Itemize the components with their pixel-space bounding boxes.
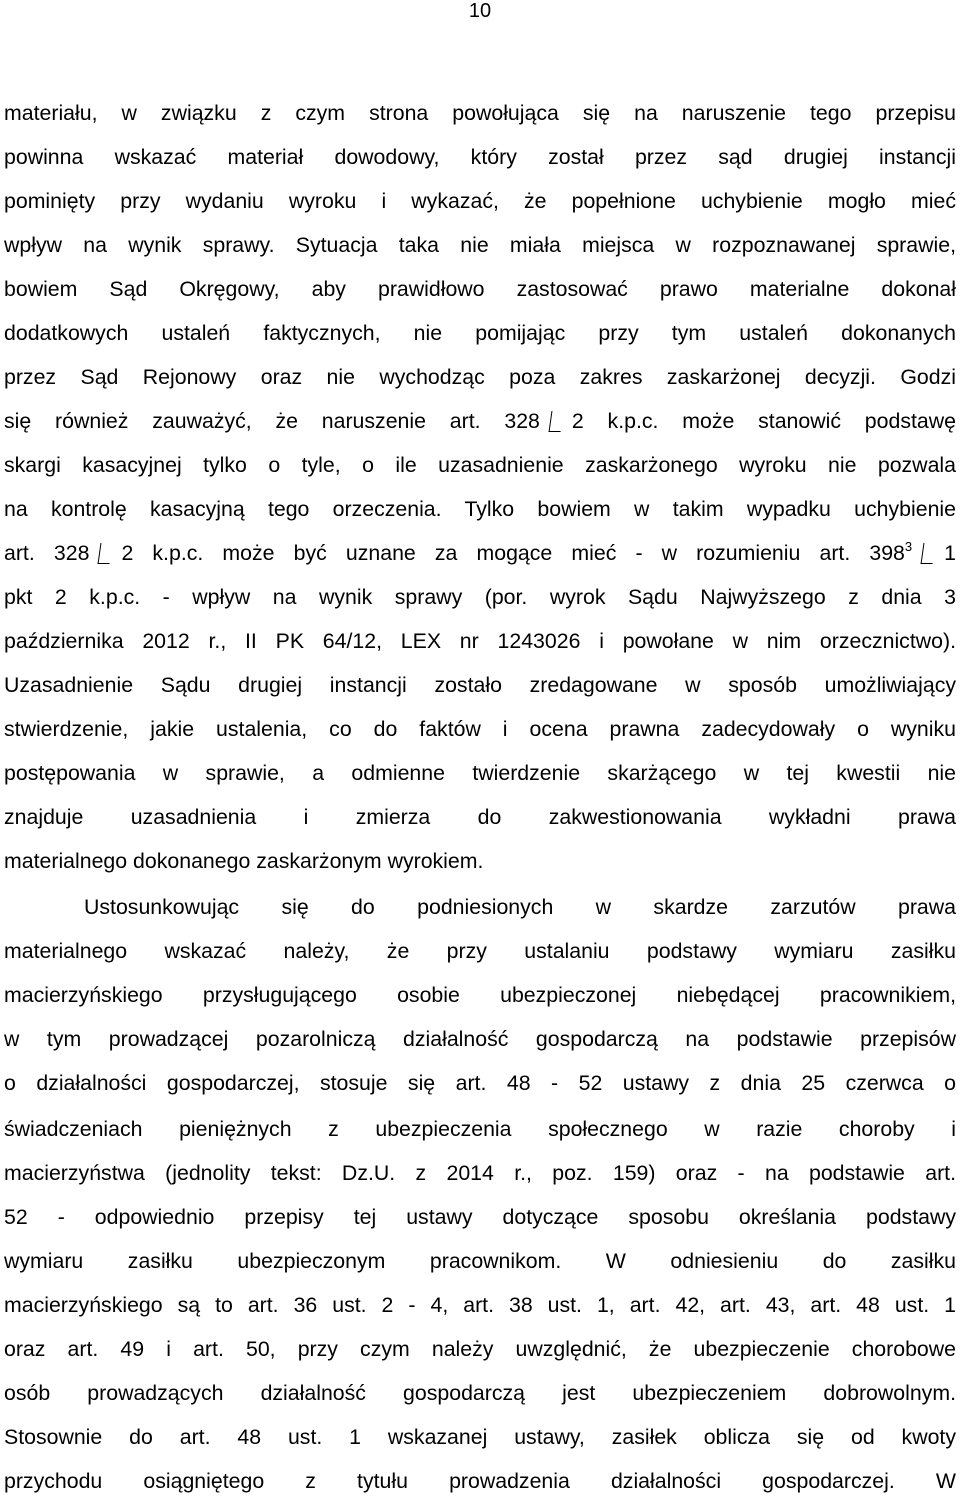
text-line: macierzyńskiego przysługującego osobie ubezpieczonej niebędącej pracownikiem, (4, 983, 956, 1007)
text-segment: 2 k.p.c. może być uznane za mogące mieć - w rozumieniu art. 398 (121, 541, 905, 565)
text-line: 52 - odpowiednio przepisy tej ustawy dotyczące sposobu określania podstawy (4, 1205, 956, 1229)
text-line: stwierdzenie, jakie ustalenia, co do faktów i ocena prawna zadecydowały o wyniku (4, 717, 956, 741)
text-segment: 2 k.p.c. może stanowić podstawę (571, 409, 956, 433)
text-line (4, 406, 956, 436)
text-line: wymiaru zasiłku ubezpieczonym pracownikom. W odniesieniu do zasiłku (4, 1249, 956, 1273)
text-line: skargi kasacyjnej tylko o tyle, o ile uzasadnienie zaskarżonego wyroku nie pozwala (4, 453, 956, 477)
paragraph-first-line: Ustosunkowując się do podniesionych w skardze zarzutów prawa (84, 895, 956, 919)
text-segment: art. 328 (4, 541, 90, 565)
text-line (4, 538, 956, 568)
text-line: w tym prowadzącej pozarolniczą działalność gospodarczą na podstawie przepisów (4, 1027, 956, 1051)
text-line: materialnego dokonanego zaskarżonym wyrokiem. (4, 849, 484, 873)
text-line: macierzyństwa (jednolity tekst: Dz.U. z 2014 r., poz. 159) oraz - na podstawie art. (4, 1161, 956, 1185)
text-line: dodatkowych ustaleń faktycznych, nie pomijając przy tym ustaleń dokonanych (4, 321, 956, 345)
text-line: pkt 2 k.p.c. - wpływ na wynik sprawy (por. wyrok Sądu Najwyższego z dnia 3 (4, 585, 956, 609)
text-line: wpływ na wynik sprawy. Sytuacja taka nie miała miejsca w rozpoznawanej sprawie, (4, 233, 956, 257)
text-segment: 1 (944, 541, 956, 565)
text-line: na kontrolę kasacyjną tego orzeczenia. Tylko bowiem w takim wypadku uchybienie (4, 497, 956, 521)
section-sign-icon (99, 543, 111, 565)
text-line: o działalności gospodarczej, stosuje się art. 48 - 52 ustawy z dnia 25 czerwca o (4, 1071, 956, 1095)
superscript: 3 (904, 539, 913, 554)
text-line: macierzyńskiego są to art. 36 ust. 2 - 4, art. 38 ust. 1, art. 42, art. 43, art. 48 ust. 1 (4, 1293, 956, 1317)
text-line: oraz art. 49 i art. 50, przy czym należy uwzględnić, że ubezpieczenie chorobowe (4, 1337, 956, 1361)
text-line: bowiem Sąd Okręgowy, aby prawidłowo zastosować prawo materialne dokonał (4, 277, 956, 301)
text-line: października 2012 r., II PK 64/12, LEX nr 1243026 i powołane w nim orzecznictwo). (4, 629, 956, 653)
page-number: 10 (468, 0, 492, 22)
text-line: Uzasadnienie Sądu drugiej instancji zostało zredagowane w sposób umożliwiający (4, 673, 956, 697)
text-line: znajduje uzasadnienia i zmierza do zakwestionowania wykładni prawa (4, 805, 956, 829)
text-line: pominięty przy wydaniu wyroku i wykazać, że popełnione uchybienie mogło mieć (4, 189, 956, 213)
text-line: materialnego wskazać należy, że przy ustalaniu podstawy wymiaru zasiłku (4, 939, 956, 963)
text-line: osób prowadzących działalność gospodarczą jest ubezpieczeniem dobrowolnym. (4, 1381, 956, 1405)
text-line: przez Sąd Rejonowy oraz nie wychodząc poza zakres zaskarżonej decyzji. Godzi (4, 365, 956, 389)
text-line: świadczeniach pieniężnych z ubezpieczenia społecznego w razie choroby i (4, 1117, 956, 1141)
text-line: przychodu osiągniętego z tytułu prowadzenia działalności gospodarczej. W (4, 1469, 956, 1493)
section-sign-icon (922, 543, 934, 565)
text-line: materiału, w związku z czym strona powołująca się na naruszenie tego przepisu (4, 101, 956, 125)
text-segment: się również zauważyć, że naruszenie art. 328 (4, 409, 540, 433)
text-line: Stosownie do art. 48 ust. 1 wskazanej ustawy, zasiłek oblicza się od kwoty (4, 1425, 956, 1449)
text-line: postępowania w sprawie, a odmienne twierdzenie skarżącego w tej kwestii nie (4, 761, 956, 785)
section-sign-icon (550, 411, 562, 433)
text-line: powinna wskazać materiał dowodowy, który został przez sąd drugiej instancji (4, 145, 956, 169)
